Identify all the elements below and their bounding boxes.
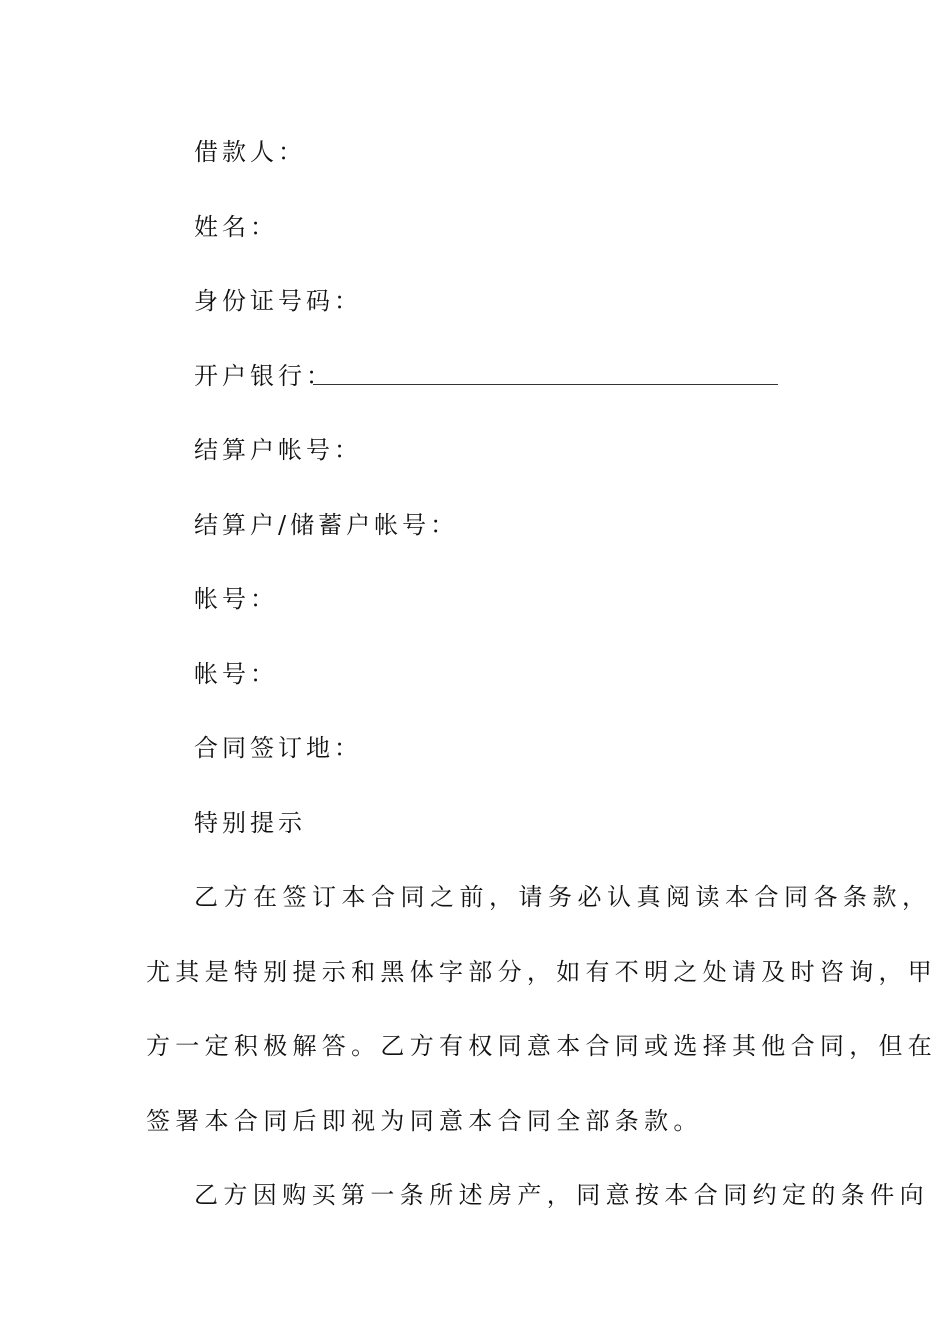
notice-heading: 特别提示 (194, 809, 306, 837)
account-label-2: 帐号： (194, 660, 278, 688)
name-label: 姓名： (194, 213, 278, 241)
settlement-account-label: 结算户帐号： (194, 436, 362, 464)
bank-label: 开户银行： (194, 362, 334, 390)
paragraph-line: 尤其是特别提示和黑体字部分，如有不明之处请及时咨询，甲 (146, 958, 938, 986)
savings-account-label: 结算户/储蓄户帐号： (194, 511, 459, 539)
signing-place-label: 合同签订地： (194, 734, 362, 762)
borrower-label: 借款人： (194, 138, 306, 166)
bank-blank-line (313, 384, 778, 385)
paragraph-line: 乙方在签订本合同之前，请务必认真阅读本合同各条款， (194, 883, 932, 911)
paragraph-line: 方一定积极解答。乙方有权同意本合同或选择其他合同，但在 (146, 1032, 938, 1060)
account-label-1: 帐号： (194, 585, 278, 613)
paragraph-line: 签署本合同后即视为同意本合同全部条款。 (146, 1107, 703, 1135)
id-number-label: 身份证号码： (194, 287, 362, 315)
paragraph-line: 乙方因购买第一条所述房产，同意按本合同约定的条件向 (194, 1181, 929, 1209)
